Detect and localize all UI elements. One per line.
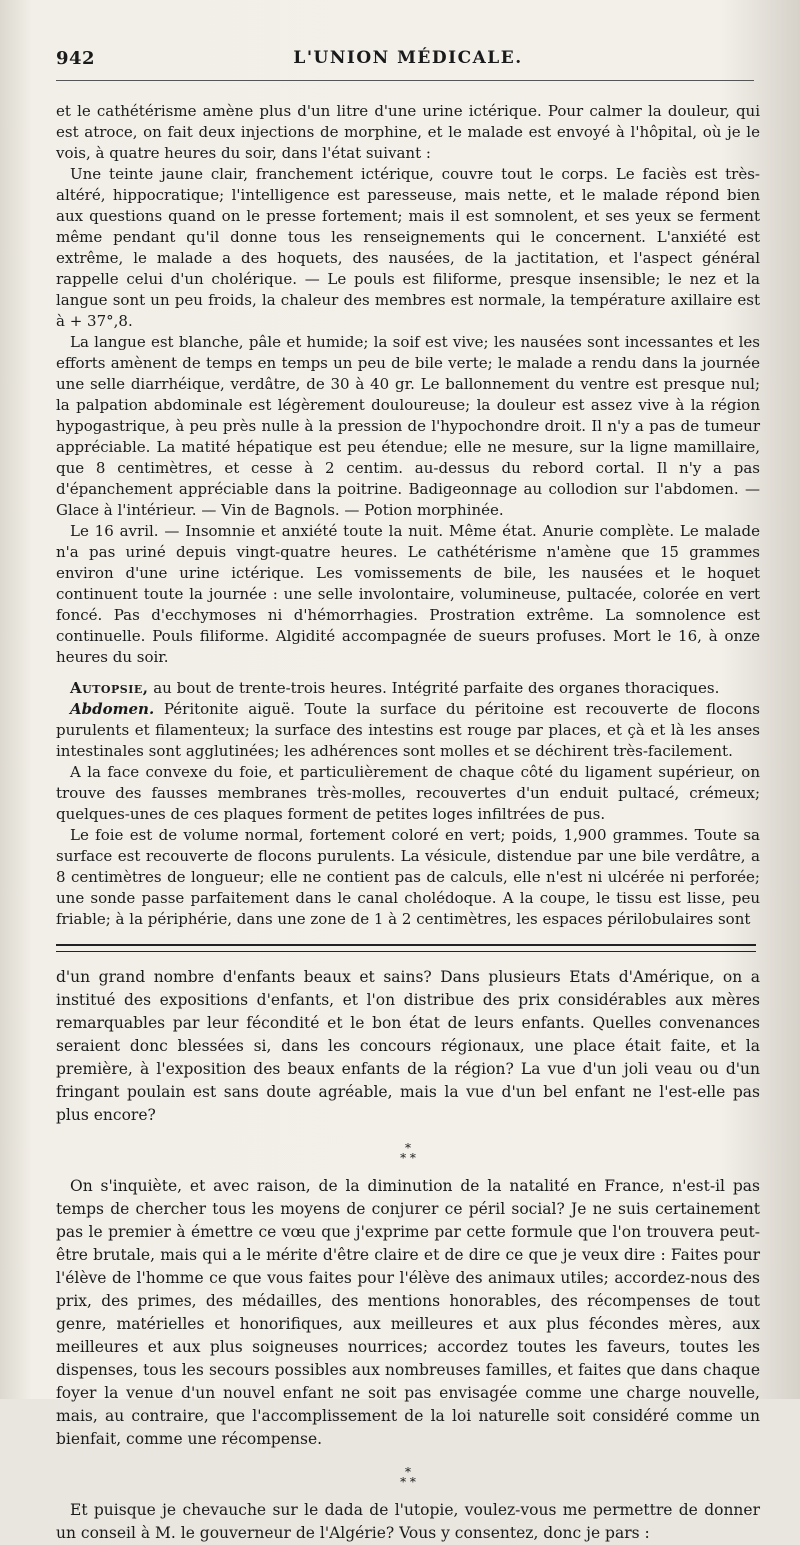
star-top-2: *: [405, 1465, 411, 1479]
star-pair-2: * *: [400, 1475, 416, 1489]
section-stars: [56, 1143, 760, 1163]
paragraph-abdomen: [56, 699, 760, 762]
main-article: [56, 101, 760, 930]
star-pair: * *: [400, 1151, 416, 1165]
running-title: L'UNION MÉDICALE.: [293, 48, 523, 68]
paragraph-2: Une teinte jaune clair, franchement ictérique, couvre tout le corps. Le faciès est très-altéré, hippocratique; l'intelligence est paresseuse, mais nette, et le malade répond bien aux questions quand on le presse fortement; mais il est somnolent, et ses yeux se ferment même pendant qu'il donne tous les renseignements qui le concernent. L'anxiété est extrême, le malade a des hoquets, des nausées, de la jactitation, et l'aspect général rappelle celui d'un cholérique. — Le pouls est filiforme, presque insensible; le nez et la langue sont un peu froids, la chaleur des membres est normale, la température axillaire est à + 37°,8.: [56, 165, 760, 330]
paragraph-3: La langue est blanche, pâle et humide; la soif est vive; les nausées sont incessantes et les efforts amènent de temps en temps un peu de bile verte; le malade a rendu dans la journée une selle diarrhéique, verdâtre, de 30 à 40 gr. Le ballonnement du ventre est presque nul; la palpation abdominale est légèrement douloureuse; la douleur est assez vive à la région hypogastrique, à peu près nulle à la pression de l'hypochondre droit. Il n'y a pas de tumeur appréciable. La matité hépatique est peu étendue; elle ne mesure, sur la ligne mamillaire, que 8 centimètres, et cesse à 2 centim. au-dessus du rebord cortal. Il n'y a pas d'épanchement appréciable dans la poitrine. Badigeonnage au collodion sur l'abdomen. — Glace à l'intérieur. — Vin de Bagnols. — Potion morphinée.: [56, 333, 760, 519]
feuilleton-paragraph-2: On s'inquiète, et avec raison, de la diminution de la natalité en France, n'est-il pas temps de chercher tous les moyens de conjurer ce péril social? Je ne suis certainement pas le premier à émettre ce vœu que j'exprime par cette formule que l'on trouvera peut-être brutale, mais qui a le mérite d'être claire et de dire ce que je veux dire : Faites pour l'élève de l'homme ce que vous faites pour l'élève des animaux utiles; accordez-nous des prix, des primes, des médailles, des mentions honorables, des récompenses de tout genre, matérielles et honorifiques, aux meilleures et aux plus fécondes mères, aux meilleures et aux plus soigneuses nourrices; accordez toutes les faveurs, toutes les dispenses, tous les secours possibles aux nombreuses familles, et faites que dans chaque foyer la venue d'un nouvel enfant ne soit pas envisagée comme une charge nouvelle, mais, au contraire, que l'accomplissement de la loi naturelle soit considéré comme un bienfait, comme une récompense.: [56, 1177, 760, 1448]
paragraph-8: Le foie est de volume normal, fortement coloré en vert; poids, 1,900 grammes. Toute sa surface est recouverte de flocons purulents. La vésicule, distendue par une bile verdâtre, a 8 centimètres de longueur; elle ne contient pas de calculs, elle n'est ni ulcérée ni perforée; une sonde passe parfaitement dans le canal cholédoque. A la coupe, le tissu est lisse, peu friable; à la périphérie, dans une zone de 1 à 2 centimètres, les espaces périlobulaires sont: [56, 826, 760, 928]
paragraph-7: A la face convexe du foie, et particulièrement de chaque côté du ligament supérieur, on trouve des fausses membranes très-molles, recouvertes d'un enduit pultacé, crémeux; quelques-unes de ces plaques forment de petites loges infiltrées de pus.: [56, 763, 760, 823]
autopsie-label: Autopsie,: [70, 679, 149, 697]
page-number: 942: [56, 48, 96, 69]
paragraph-4: Le 16 avril. — Insomnie et anxiété toute la nuit. Même état. Anurie complète. Le malade n'a pas uriné depuis vingt-quatre heures. Le cathétérisme n'amène que 15 grammes environ d'une urine ictérique. Les vomissements de bile, les nausées et le hoquet continuent toute la journée : une selle involontaire, volumineuse, pultacée, colorée en vert foncé. Pas d'ecchymoses ni d'hémorrhagies. Prostration extrême. La somnolence est continuelle. Pouls filiforme. Algidité accompagnée de sueurs profuses. Mort le 16, à onze heures du soir.: [56, 522, 760, 666]
feuilleton-column: [56, 966, 760, 1545]
abdomen-text: Péritonite aiguë. Toute la surface du péritoine est recouverte de flocons purulents et filamenteux; la surface des intestins est rouge par places, et çà et là les anses intestinales sont agglutinées; les adhérences sont molles et se déchirent très-facilement.: [56, 700, 760, 760]
abdomen-label: Abdomen.: [70, 700, 155, 718]
autopsie-text: au bout de trente-trois heures. Intégrité parfaite des organes thoraciques.: [148, 679, 720, 697]
star-top: *: [405, 1141, 411, 1155]
section-stars-2: [56, 1467, 760, 1487]
feuilleton-paragraph-3: Et puisque je chevauche sur le dada de l'utopie, voulez-vous me permettre de donner un conseil à M. le gouverneur de l'Algérie? Vous y consentez, donc je pars :: [56, 1501, 760, 1542]
paragraph-autopsie: [56, 678, 760, 699]
page-header: [56, 44, 760, 74]
feuilleton-divider: [56, 944, 756, 952]
paragraph-1: et le cathétérisme amène plus d'un litre d'une urine ictérique. Pour calmer la douleur, qui est atroce, on fait deux injections de morphine, et le malade est envoyé à l'hôpital, où je le vois, à quatre heures du soir, dans l'état suivant :: [56, 102, 760, 162]
header-rule: [56, 80, 754, 81]
feuilleton-paragraph-1: d'un grand nombre d'enfants beaux et sains? Dans plusieurs Etats d'Amérique, on a institué des expositions d'enfants, et l'on distribue des prix considérables aux mères remarquables par leur fécondité et le bon état de leurs enfants. Quelles convenances seraient donc blessées si, dans les concours régionaux, une place était faite, et la première, à l'exposition des beaux enfants de la région? La vue d'un joli veau ou d'un fringant poulain est sans doute agréable, mais la vue d'un bel enfant ne l'est-elle pas plus encore?: [56, 968, 760, 1124]
